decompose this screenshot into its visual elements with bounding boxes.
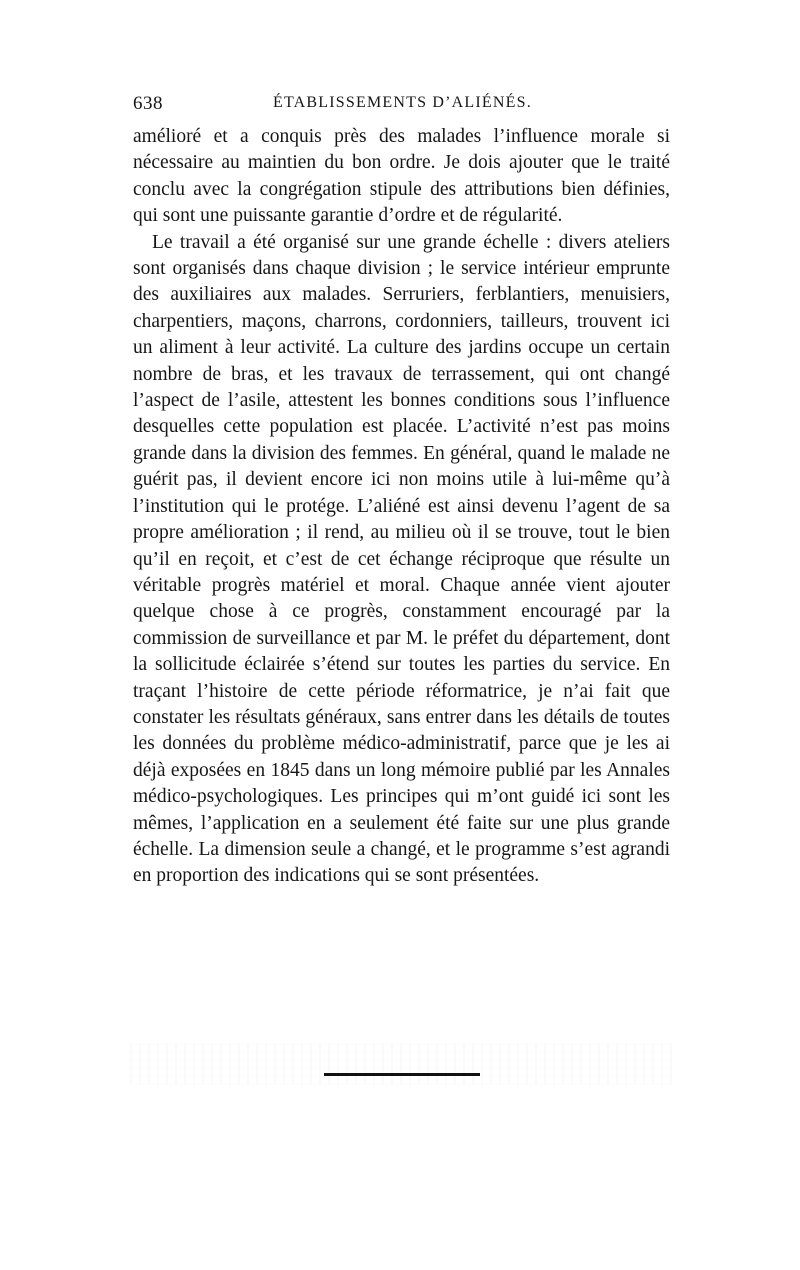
paragraph-continuation: amélioré et a conquis près des malades l’influence morale si nécessaire au maintien du bon ordre. Je dois ajouter que le traité conclu avec la congrégation stipule des attributions bien définies, qui sont une puissante garantie d’ordre et de régularité. [133, 126, 670, 227]
page-header [133, 93, 670, 119]
page-number: 638 [133, 93, 163, 114]
paragraph-work-organization: Le travail a été organisé sur une grande échelle : divers ateliers sont organisés dans chaque division ; le service intérieur emprunte des auxiliaires aux malades. Serruriers, ferblantiers, menuisiers, charpentiers, maçons, charrons, cordonniers, tailleurs, trouvent ici un aliment à leur activité. La culture des jardins occupe un certain nombre de bras, et les travaux de terrassement, qui ont changé l’aspect de l’asile, attestent les bonnes conditions sous l’influence desquelles cette population est placée. L’activité n’est pas moins grande dans la division des femmes. En général, quand le malade ne guérit pas, il devient encore ici non moins utile à lui-même qu’à l’institution qui le protége. L’aliéné est ainsi devenu l’agent de sa propre amélioration ; il rend, au milieu où il se trouve, tout le bien qu’il en reçoit, et c’est de cet échange réciproque que résulte un véritable progrès matériel et moral. Chaque année vient ajouter quelque chose à ce progrès, constamment encouragé par la commission de surveillance et par M. le préfet du département, dont la sollicitude éclairée s’étend sur toutes les parties du service. En traçant l’histoire de cette période réformatrice, je n’ai fait que constater les résultats généraux, sans entrer dans les détails de toutes les données du problème médico-administratif, parce que je les ai déjà exposées en 1845 dans un long mémoire publié par les Annales médico-psychologiques. Les principes qui m’ont guidé ici sont les mêmes, l’application en a seulement été faite sur une plus grande échelle. La dimension seule a changé, et le programme s’est agrandi en proportion des indications qui se sont présentées. [133, 231, 670, 887]
section-end-rule [324, 1073, 480, 1076]
body-text [133, 124, 670, 890]
running-head-title: ÉTABLISSEMENTS D’ALIÉNÉS. [273, 94, 532, 111]
scan-noise [130, 1043, 675, 1085]
